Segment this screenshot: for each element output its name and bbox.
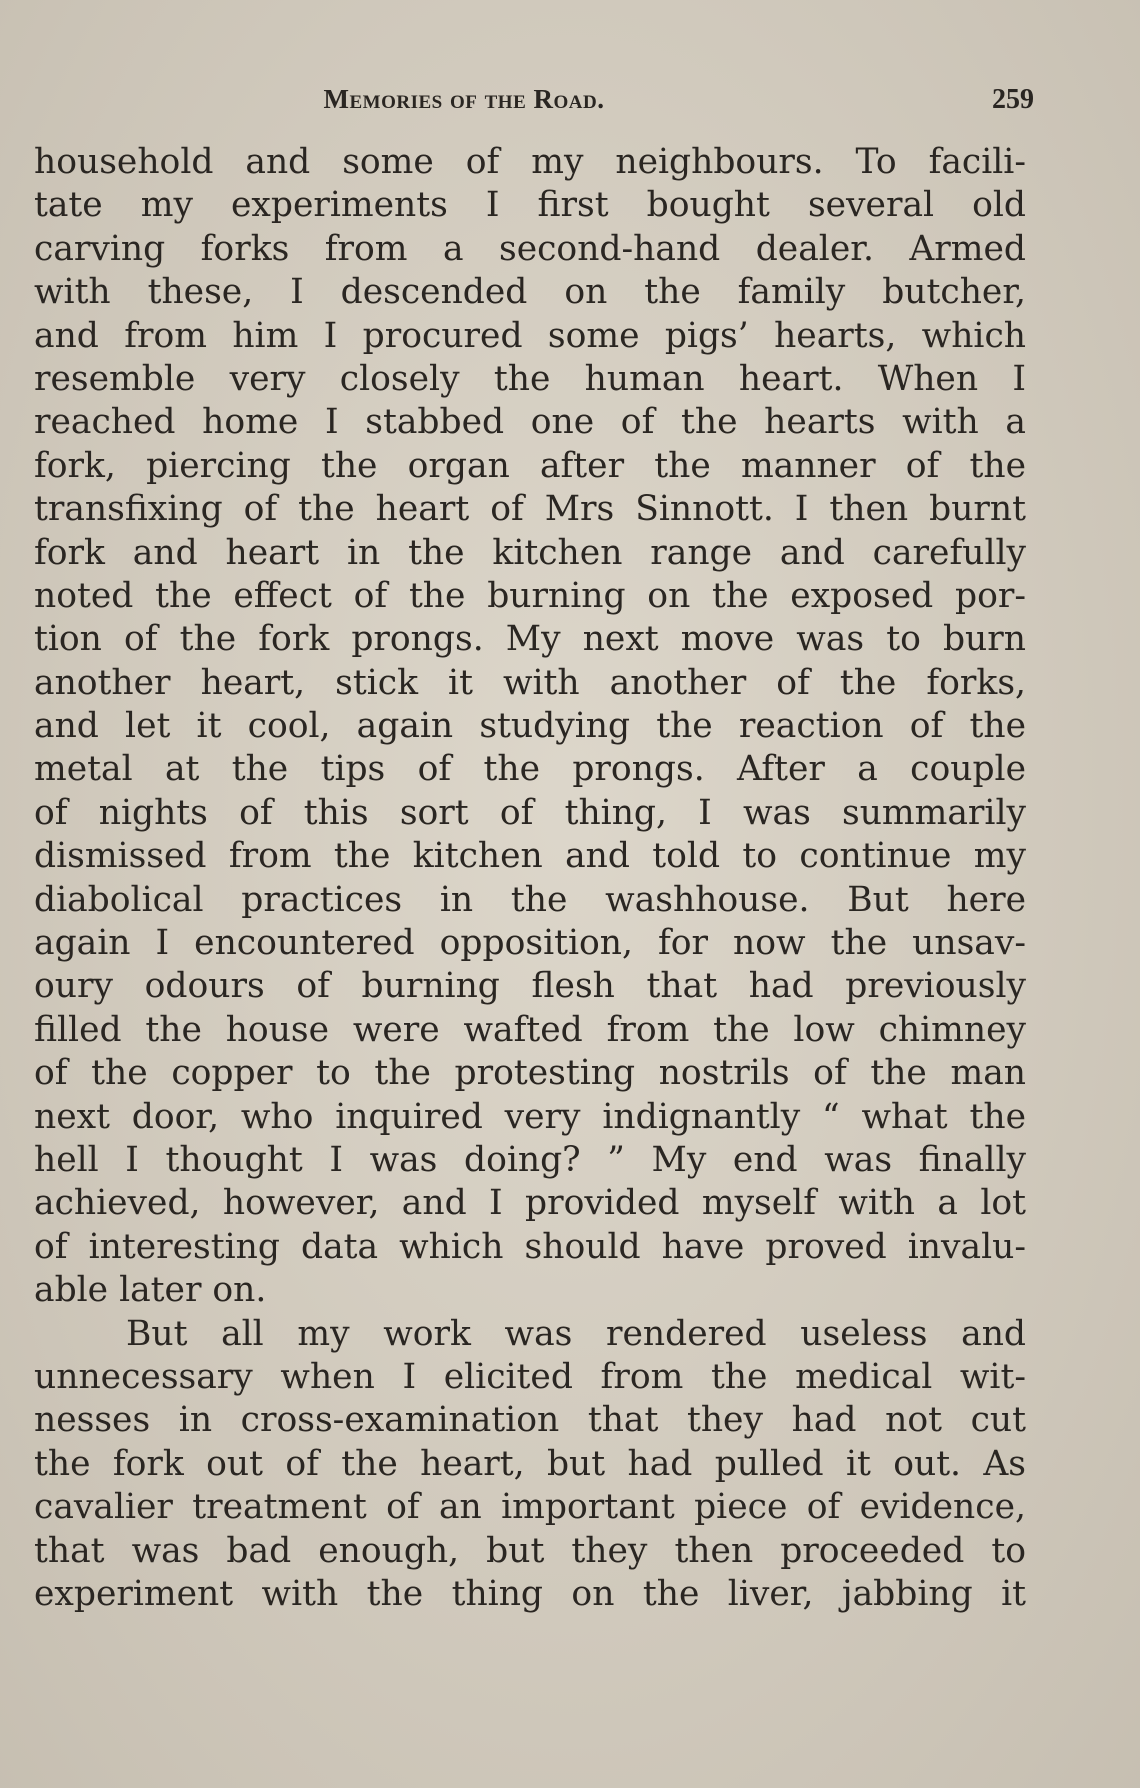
text-line: next door, who inquired very indignantly “ what the [34,1096,1026,1137]
text-line: cavalier treatment of an important piece of evidence, [34,1487,1026,1528]
text-line: metal at the tips of the prongs. After a couple [34,749,1026,790]
text-line: noted the effect of the burning on the exposed por- [34,575,1026,616]
text-line: tion of the fork prongs. My next move was to burn [34,619,1026,660]
text-line: nesses in cross-examination that they had not cut [34,1400,1026,1441]
text-line: of the copper to the protesting nostrils of the man [34,1053,1026,1094]
text-line: household and some of my neighbours. To facili- [34,142,1026,182]
text-line: and let it cool, again studying the reaction of the [34,706,1026,747]
text-line: hell I thought I was doing? ” My end was finally [34,1139,1026,1180]
text-line: of nights of this sort of thing, I was summarily [34,792,1026,833]
text-line: another heart, stick it with another of the forks, [34,662,1026,703]
text-line: with these, I descended on the family butcher, [34,272,1026,313]
paragraph-start-line: But all my work was rendered useless and [126,1313,1026,1354]
running-head [34,84,1034,124]
text-line: resemble very closely the human heart. When I [34,358,1026,399]
paragraph-end-line: able later on. [34,1270,267,1311]
body-text [34,141,1026,1616]
text-line: again I encountered opposition, for now the unsav- [34,923,1026,964]
text-line: diabolical practices in the washhouse. But here [34,879,1026,920]
text-line: unnecessary when I elicited from the medical wit- [34,1356,1026,1397]
text-line: fork and heart in the kitchen range and carefully [34,532,1026,573]
text-line: filled the house were wafted from the low chimney [34,1009,1026,1050]
text-line: tate my experiments I first bought several old [34,185,1026,226]
chapter-title: Memories of the Road. [323,84,605,114]
text-line: and from him I procured some pigs’ hearts, which [34,315,1026,356]
text-line: of interesting data which should have proved invalu- [34,1226,1026,1267]
text-line: dismissed from the kitchen and told to continue my [34,836,1026,877]
text-line: reached home I stabbed one of the hearts with a [34,402,1026,443]
page-number: 259 [992,84,1034,115]
text-line: transfixing of the heart of Mrs Sinnott. I then burnt [34,489,1026,530]
text-line: achieved, however, and I provided myself with a lot [34,1183,1026,1224]
text-line: oury odours of burning flesh that had previously [34,966,1026,1007]
text-line: carving forks from a second-hand dealer. Armed [34,228,1026,269]
text-line: experiment with the thing on the liver, jabbing it [34,1573,1026,1614]
text-line: fork, piercing the organ after the manner of the [34,445,1026,486]
text-line: that was bad enough, but they then proceeded to [34,1530,1026,1571]
text-line: the fork out of the heart, but had pulled it out. As [34,1443,1026,1484]
